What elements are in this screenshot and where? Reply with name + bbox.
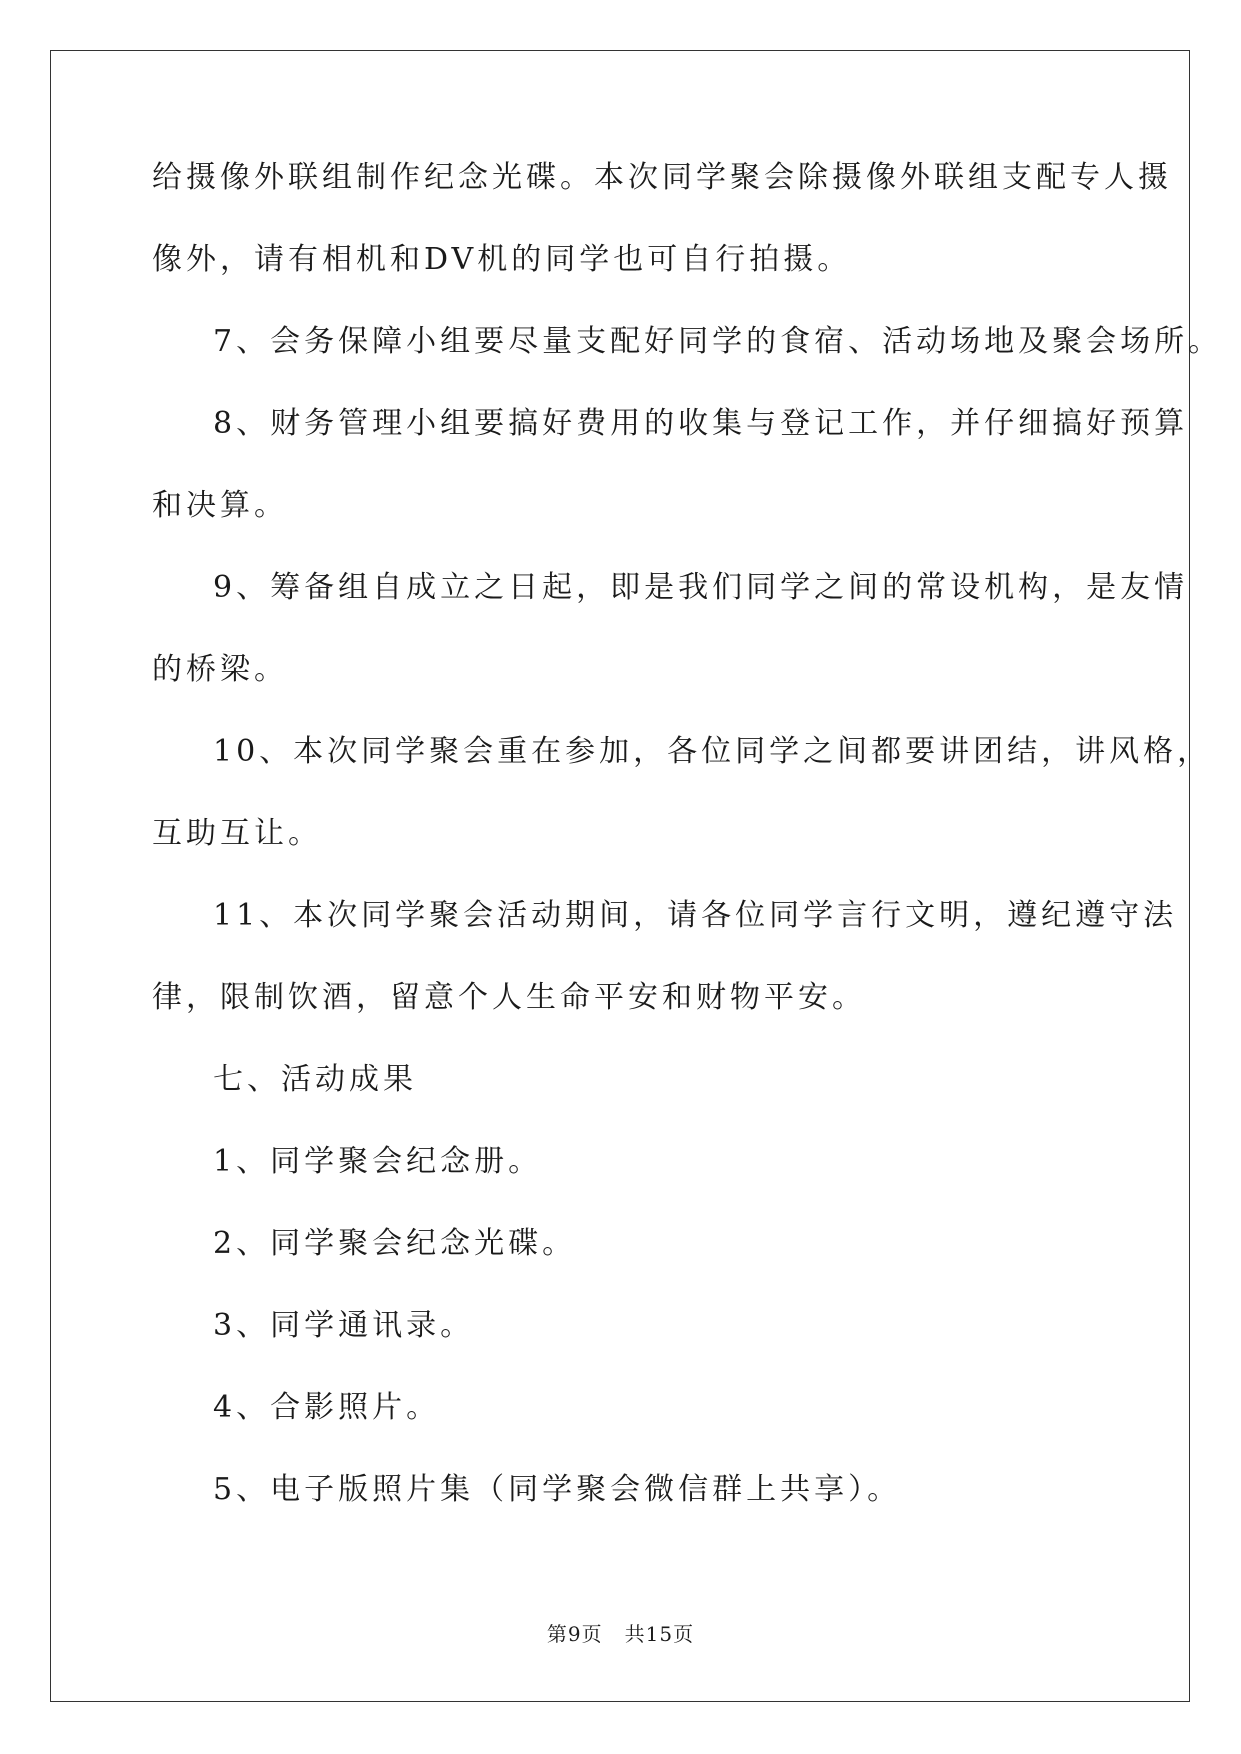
list-item-2: 2、同学聚会纪念光碟。 bbox=[213, 1226, 577, 1261]
list-item-3: 3、同学通讯录。 bbox=[213, 1308, 475, 1343]
page-footer bbox=[0, 1622, 1241, 1646]
list-item-1: 1、同学聚会纪念册。 bbox=[213, 1144, 543, 1179]
text-line-4: 8、财务管理小组要搞好费用的收集与登记工作，并仔细搞好预算 bbox=[213, 406, 1189, 441]
text-line-9: 互助互让。 bbox=[152, 816, 322, 851]
list-item-5: 5、电子版照片集（同学聚会微信群上共享）。 bbox=[213, 1472, 902, 1507]
text-line-6: 9、筹备组自成立之日起，即是我们同学之间的常设机构，是友情 bbox=[213, 570, 1189, 605]
page-number: 第9页 bbox=[546, 1622, 603, 1646]
text-line-3: 7、会务保障小组要尽量支配好同学的食宿、活动场地及聚会场所。 bbox=[213, 324, 1223, 359]
text-line-1: 给摄像外联组制作纪念光碟。本次同学聚会除摄像外联组支配专人摄 bbox=[152, 160, 1172, 195]
text-line-8: 10、本次同学聚会重在参加，各位同学之间都要讲团结，讲风格， bbox=[213, 734, 1212, 769]
text-line-2: 像外，请有相机和DV机的同学也可自行拍摄。 bbox=[152, 242, 852, 277]
document-body bbox=[152, 160, 1223, 1556]
text-line-5: 和决算。 bbox=[152, 488, 288, 523]
text-line-10: 11、本次同学聚会活动期间，请各位同学言行文明，遵纪遵守法 bbox=[213, 898, 1178, 933]
text-line-11: 律，限制饮酒，留意个人生命平安和财物平安。 bbox=[152, 980, 866, 1015]
section-heading: 七、活动成果 bbox=[213, 1062, 417, 1097]
total-pages: 共15页 bbox=[624, 1622, 695, 1646]
text-line-7: 的桥梁。 bbox=[152, 652, 288, 687]
list-item-4: 4、合影照片。 bbox=[213, 1390, 441, 1425]
